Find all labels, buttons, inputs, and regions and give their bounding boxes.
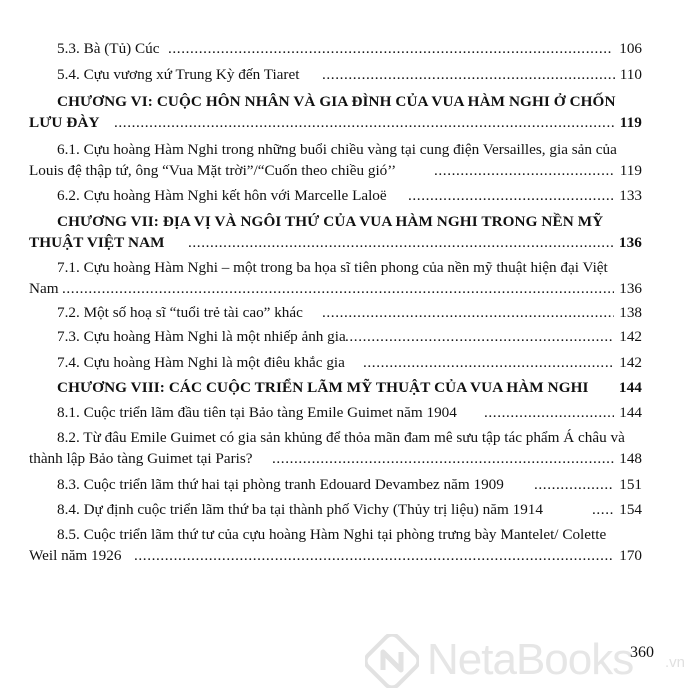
toc-entry-7-1-cont xyxy=(0,277,700,301)
toc-page-number: 106 xyxy=(619,40,642,57)
toc-entry-title: 8.3. Cuộc triển lãm thứ hai tại phòng tranh Edouard Devambez năm 1909 xyxy=(57,476,504,493)
toc-entry-title: 5.3. Bà (Tủ) Cúc xyxy=(57,40,160,57)
toc-entry-title: 7.4. Cựu hoàng Hàm Nghi là một điêu khắc gia xyxy=(57,354,345,371)
dot-leader xyxy=(272,447,614,471)
chapter-title-line1: CHƯƠNG VI: CUỘC HÔN NHÂN VÀ GIA ĐÌNH CỦA VUA HÀM NGHI Ở CHỐN xyxy=(57,93,616,110)
toc-page-number: 154 xyxy=(619,501,642,518)
toc-page-number: 144 xyxy=(619,404,642,421)
toc-page-number: 119 xyxy=(619,114,642,131)
toc-entry-7-3 xyxy=(0,325,700,349)
chapter-title-line1: CHƯƠNG VII: ĐỊA VỊ VÀ NGÔI THỨ CỦA VUA HÀM NGHI TRONG NỀN MỸ xyxy=(57,213,604,230)
toc-entry-title-line2: Nam xyxy=(29,280,59,297)
toc-entry-title: 6.2. Cựu hoàng Hàm Nghi kết hôn với Marcelle Laloë xyxy=(57,187,387,204)
watermark-tld: .vn xyxy=(665,654,686,671)
chapter-title-line2: THUẬT VIỆT NAM xyxy=(29,234,165,251)
toc-entry-title: 8.1. Cuộc triển lãm đầu tiên tại Bảo tàng Emile Guimet năm 1904 xyxy=(57,404,457,421)
toc-entry-title-line1: 8.2. Từ đâu Emile Guimet có gia sản khủng để thỏa mãn đam mê sưu tập tác phẩm Á châu và xyxy=(57,429,625,446)
toc-chapter-7-cont xyxy=(0,231,700,255)
toc-page-number: 133 xyxy=(619,187,642,204)
toc-entry-title-line2: Louis đệ thập tứ, ông “Vua Mặt trời”/“Cuốn theo chiều gió’’ xyxy=(29,162,397,179)
chapter-title-line2: LƯU ĐÀY xyxy=(29,114,100,131)
toc-page-number: 138 xyxy=(619,304,642,321)
toc-entry-8-2-cont xyxy=(0,447,700,471)
toc-entry-title-line2: Weil năm 1926 xyxy=(29,547,122,564)
dot-leader xyxy=(434,159,614,183)
watermark-brand: NetaBooks xyxy=(427,635,634,684)
toc-entry-title: 8.4. Dự định cuộc triển lãm thứ ba tại thành phố Vichy (Thủy trị liệu) năm 1914 xyxy=(57,501,543,518)
dot-leader xyxy=(484,401,614,425)
toc-entry-title-line1: 6.1. Cựu hoàng Hàm Nghi trong những buổi chiều vàng tại cung điện Versailles, gia sản của xyxy=(57,141,617,158)
toc-entry-8-1 xyxy=(0,401,700,425)
toc-page-number: 110 xyxy=(619,66,642,83)
dot-leader xyxy=(168,37,613,61)
toc-entry-title-line1: 7.1. Cựu hoàng Hàm Nghi – một trong ba họa sĩ tiên phong của nền mỹ thuật hiện đại Việt xyxy=(57,259,608,276)
toc-entry-5-4 xyxy=(0,63,700,87)
toc-page-number: 119 xyxy=(619,162,642,179)
dot-leader xyxy=(188,231,614,255)
toc-entry-6-2 xyxy=(0,184,700,208)
dot-leader xyxy=(114,111,614,135)
netabooks-logo-icon xyxy=(365,634,419,688)
chapter-title: CHƯƠNG VIII: CÁC CUỘC TRIỂN LÃM MỸ THUẬT CỦA VUA HÀM NGHI xyxy=(57,379,589,396)
toc-page-number: 136 xyxy=(618,234,642,251)
dot-leader xyxy=(363,351,614,375)
dot-leader xyxy=(322,63,615,87)
toc-entry-7-4 xyxy=(0,351,700,375)
toc-entry-8-5-cont xyxy=(0,544,700,568)
toc-page-number: 151 xyxy=(619,476,642,493)
toc-chapter-6-cont xyxy=(0,111,700,135)
toc-entry-title: 7.2. Một số hoạ sĩ “tuổi trẻ tài cao” khác xyxy=(57,304,303,321)
toc-entry-7-2 xyxy=(0,301,700,325)
page-number: 360 xyxy=(630,644,654,661)
dot-leader xyxy=(134,544,614,568)
toc-entry-title-line1: 8.5. Cuộc triển lãm thứ tư của cựu hoàng Hàm Nghi tại phòng trưng bày Mantelet/ Colette xyxy=(57,526,607,543)
toc-entry-title: 5.4. Cựu vương xứ Trung Kỳ đến Tiaret xyxy=(57,66,300,83)
dot-leader xyxy=(62,277,614,301)
dot-leader xyxy=(345,325,614,349)
dot-leader xyxy=(322,301,614,325)
toc-page-number: 144 xyxy=(618,379,642,396)
toc-entry-title: 7.3. Cựu hoàng Hàm Nghi là một nhiếp ảnh gia xyxy=(57,328,346,345)
toc-entry-8-3 xyxy=(0,473,700,497)
toc-chapter-8 xyxy=(0,376,700,400)
toc-entry-8-4 xyxy=(0,498,700,522)
toc-entry-6-1-cont xyxy=(0,159,700,183)
toc-page-number: 142 xyxy=(619,328,642,345)
dot-leader xyxy=(408,184,614,208)
toc-page-number: 148 xyxy=(619,450,642,467)
toc-page-number: 142 xyxy=(619,354,642,371)
toc-entry-5-3 xyxy=(0,37,700,61)
toc-page-number: 170 xyxy=(619,547,642,564)
toc-entry-title-line2: thành lập Bảo tàng Guimet tại Paris? xyxy=(29,450,253,467)
toc-page-number: 136 xyxy=(619,280,642,297)
